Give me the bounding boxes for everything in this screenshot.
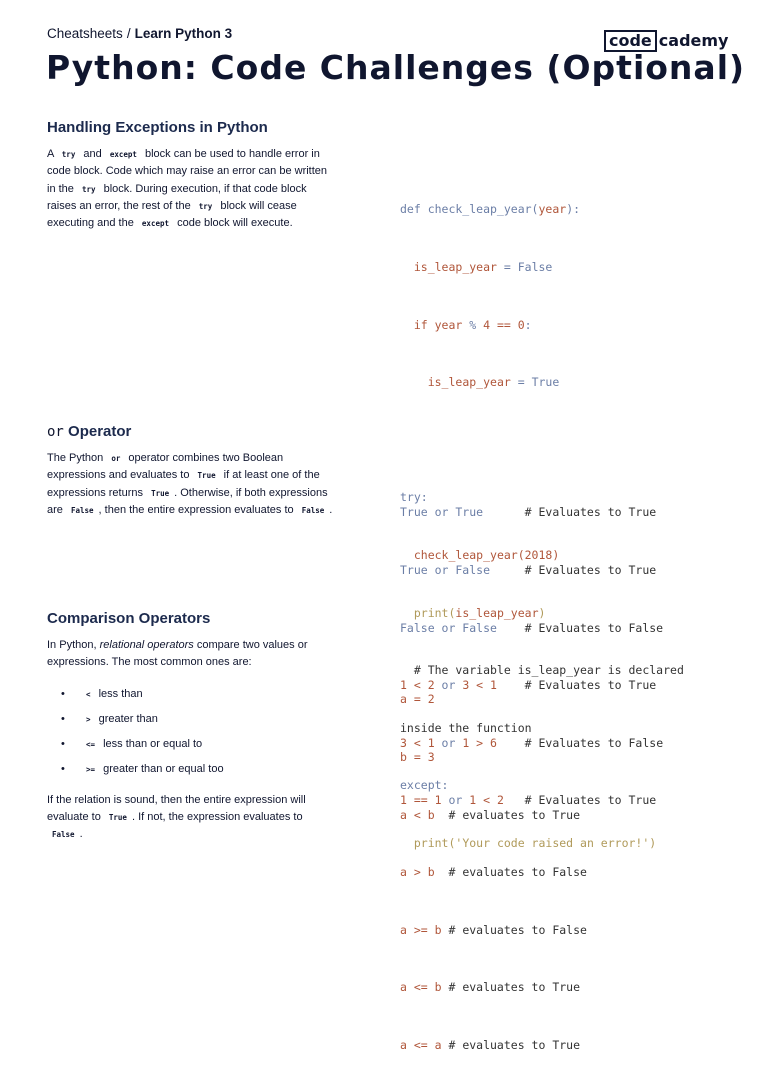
section-title-code: or: [47, 424, 64, 440]
code-line: [400, 978, 587, 997]
code-token: = True: [510, 375, 560, 390]
code-line: [400, 748, 587, 767]
inline-code: >=: [86, 764, 96, 774]
code-line: [400, 258, 684, 277]
section-title-or-operator: [47, 423, 131, 440]
inline-code: True: [151, 488, 170, 498]
code-token: 1 > 6: [462, 735, 525, 750]
code-token: print(: [413, 605, 456, 620]
code-token: # evaluates to True: [448, 1037, 581, 1052]
code-line: [400, 316, 684, 335]
code-token: # evaluates to False: [448, 922, 587, 937]
code-token: a > b: [400, 865, 449, 880]
code-line: [400, 619, 663, 638]
list-item: • <= less than or equal to: [47, 736, 337, 761]
code-token: = False: [496, 260, 553, 274]
breadcrumb-separator: /: [126, 26, 131, 41]
code-token: 3 < 1: [462, 678, 525, 693]
logo-boxed-text: code: [604, 30, 657, 52]
code-token: %: [462, 317, 484, 332]
list-item: • < less than: [47, 686, 337, 711]
breadcrumb: [47, 26, 232, 41]
code-token: or: [448, 793, 470, 808]
list-item: • > greater than: [47, 711, 337, 736]
or-operator-description: The Python or operator combines two Boolean expressions and evaluates to True if at least one of the expressions returns True . Otherwise, if both expressions are False , then the entire expression evaluates to False .: [47, 452, 333, 516]
code-token: 1 < 2: [400, 678, 442, 693]
code-token: is_leap_year: [413, 260, 497, 274]
code-token: # Evaluates to True: [524, 563, 657, 577]
code-token: a >= b: [400, 922, 449, 937]
inline-code: try: [61, 150, 76, 159]
code-token: # The variable is_leap_year is declared: [400, 663, 684, 678]
section-title-exceptions: Handling Exceptions in Python: [47, 119, 268, 136]
code-line: [400, 921, 587, 940]
bullet-icon: •: [61, 712, 65, 725]
code-token: a < b: [400, 807, 449, 822]
code-token: check_leap_year(2018): [413, 547, 560, 562]
code-line: [400, 200, 684, 219]
code-line: [400, 431, 684, 450]
code-token: print('Your code raised an error!'): [413, 835, 657, 850]
code-token: True or True: [400, 505, 525, 520]
bullet-icon: •: [61, 687, 65, 700]
code-line: [400, 806, 587, 825]
code-token: try:: [400, 490, 428, 505]
code-token: # Evaluates to False: [524, 620, 664, 635]
code-token: def check_leap_year(: [400, 202, 539, 217]
code-token: except:: [400, 778, 449, 793]
code-token: # Evaluates to True: [524, 505, 657, 520]
inline-code: try: [81, 184, 96, 194]
code-token: # Evaluates to True: [524, 793, 657, 808]
bullet-icon: •: [61, 737, 65, 750]
inline-code: try: [198, 201, 213, 211]
code-token: # Evaluates to False: [524, 735, 664, 750]
code-token: # evaluates to True: [448, 980, 581, 995]
code-line: [400, 561, 663, 580]
code-token: is_leap_year: [427, 375, 511, 390]
list-item: • >= greater than or equal too: [47, 761, 337, 786]
code-token: False or False: [400, 620, 525, 635]
breadcrumb-current[interactable]: Learn Python 3: [134, 26, 233, 41]
inline-code: False: [52, 830, 75, 840]
code-line: [400, 1036, 587, 1055]
inline-code: <=: [86, 739, 96, 749]
code-token: # evaluates to True: [448, 807, 581, 822]
code-token: b = 3: [400, 750, 435, 764]
code-token: a <= a: [400, 1037, 449, 1052]
code-token: 3 < 1: [400, 735, 442, 750]
code-token: or: [441, 735, 463, 750]
inline-code: >: [86, 714, 91, 724]
inline-code: True: [108, 812, 127, 822]
inline-code: False: [301, 505, 325, 515]
code-token: :: [524, 317, 532, 332]
code-token: inside the function: [400, 720, 532, 735]
inline-code: False: [70, 505, 94, 515]
logo-rest-text: cademy: [658, 31, 729, 50]
code-token: a <= b: [400, 980, 449, 995]
section-title-text: Operator: [68, 423, 132, 440]
code-token: 1 < 2: [469, 793, 525, 808]
code-token: if year: [413, 317, 463, 332]
code-line: [400, 863, 587, 882]
code-token: # Evaluates to True: [524, 678, 657, 693]
inline-code: except: [141, 219, 170, 229]
code-token: True or False: [400, 563, 525, 577]
code-line: [400, 503, 663, 522]
code-token: ): [538, 605, 546, 620]
breadcrumb-parent-link[interactable]: Cheatsheets: [47, 26, 123, 41]
bullet-icon: •: [61, 762, 65, 775]
inline-code: except: [109, 150, 137, 159]
emphasis-text: relational operators: [99, 639, 194, 651]
code-block-comparison: [400, 652, 587, 1074]
code-token: ):: [566, 202, 581, 217]
operator-list: [47, 686, 337, 786]
code-token: is_leap_year: [455, 605, 539, 620]
code-token: or: [441, 678, 463, 693]
page-title: Python: Code Challenges (Optional): [46, 48, 746, 87]
code-token: 1 == 1: [400, 793, 449, 808]
code-line: [400, 690, 587, 709]
section-title-comparison: Comparison Operators: [47, 610, 211, 627]
code-token: year: [538, 202, 567, 217]
comparison-description: In Python, relational operators compare two values or expressions. The most common ones are: • < less than • > greater than • <= less than or equal to • >= greater than or equal too If the relation is sound, then the entire expression will evaluate to True . If not, the expression evaluates to False .: [47, 637, 337, 843]
exceptions-description: A try and except block can be used to handle error in code block. Code which may raise an error can be written in the try block. During execution, if that code block raises an error, the rest of the try block will cease executing and the except code block will execute.: [47, 148, 328, 230]
code-line: [400, 373, 684, 392]
inline-code: True: [197, 471, 216, 481]
code-token: 4 == 0: [483, 317, 525, 332]
inline-code: <: [86, 689, 91, 699]
code-token: # evaluates to False: [448, 865, 587, 880]
inline-code: or: [111, 454, 121, 463]
code-token: a = 2: [400, 692, 435, 707]
